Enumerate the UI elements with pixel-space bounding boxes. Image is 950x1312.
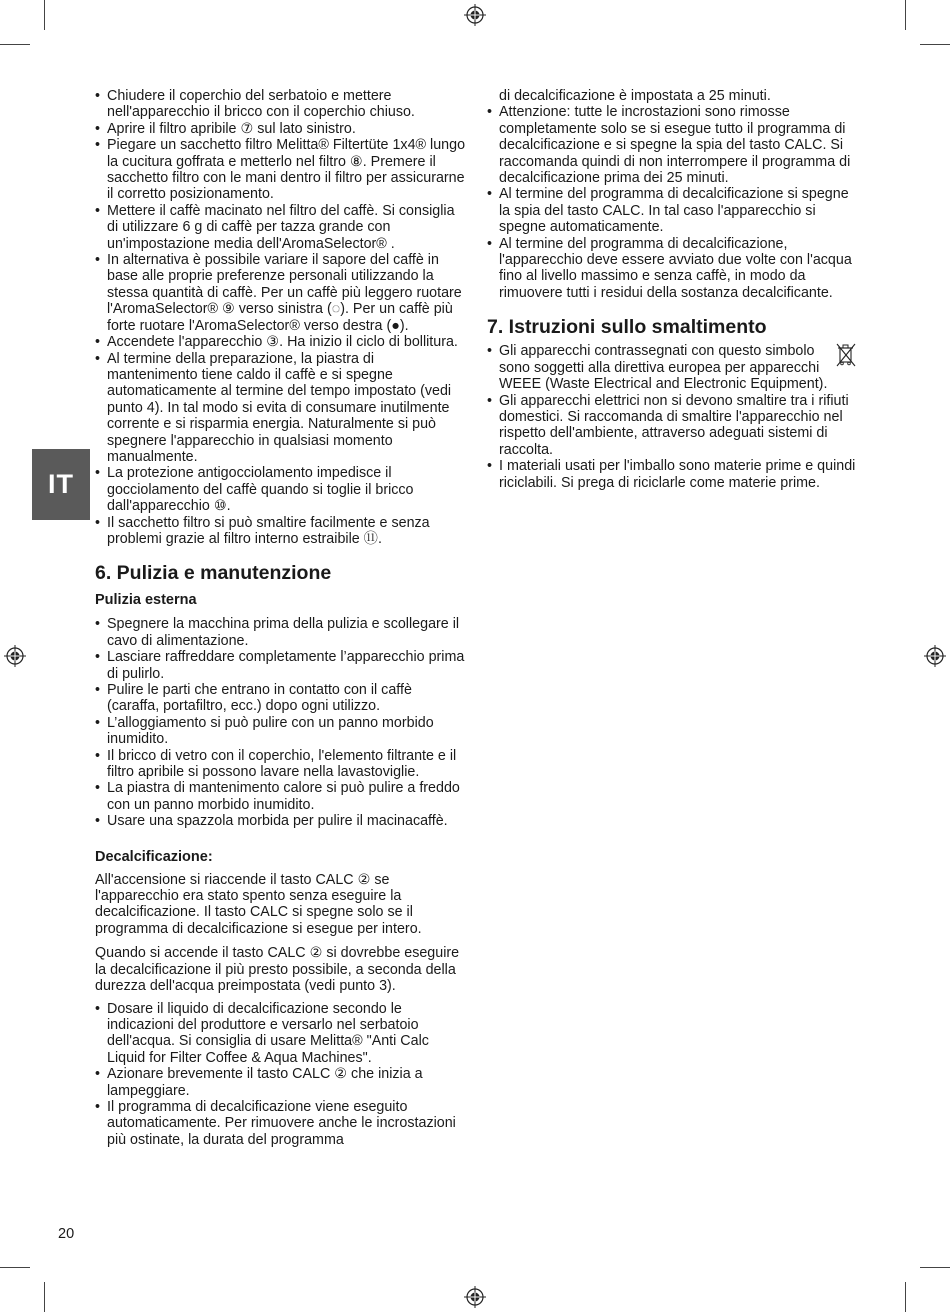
crop-mark [905,0,906,30]
crop-mark [0,44,30,45]
crop-mark [44,0,45,30]
list-item: • Il programma di decalcificazione viene eseguito automaticamente. Per rimuovere anche le incrostazioni più ostinate, la durata del programma [95,1099,465,1148]
external-cleaning-title: Pulizia esterna [95,592,197,609]
crop-mark [920,1267,950,1268]
list-item: • La piastra di mantenimento calore si può pulire a freddo con un panno morbido inumidito. [95,780,465,813]
crop-mark [920,44,950,45]
disposal-item-text: Gli apparecchi contrassegnati con questo simbolo sono soggetti alla direttiva europea per apparecchi WEEE (Waste Electrical and Electronic Equipment). [499,343,828,393]
list-item: • Chiudere il coperchio del serbatoio e mettere nell'apparecchio il bricco con il coperchio chiuso. [95,88,465,121]
list-item: • Il sacchetto filtro si può smaltire facilmente e senza problemi grazie al filtro interno estraibile ⑪. [95,515,465,548]
continuation-text: di decalcificazione è impostata a 25 minuti. [499,88,771,104]
list-item: • L’alloggiamento si può pulire con un panno morbido inumidito. [95,715,465,748]
list-item: • Pulire le parti che entrano in contatto con il caffè (caraffa, portafiltro, ecc.) dopo ogni utilizzo. [95,682,465,715]
crop-mark [905,1282,906,1312]
descaling-paragraph: All'accensione si riaccende il tasto CALC ② se l'apparecchio era stato spento senza eseguire la decalcificazione. Il tasto CALC si spegne solo se il programma di decalcificazione si esegue per intero. [95,871,422,937]
left-column [95,88,465,1148]
list-item: • Lasciare raffreddare completamente l’apparecchio prima di pulirlo. [95,649,465,682]
disposal-list [487,343,859,491]
crop-mark [0,1267,30,1268]
list-item: • Il bricco di vetro con il coperchio, l'elemento filtrante e il filtro apribile si possono lavare nella lavastoviglie. [95,748,465,781]
list-item: • Spegnere la macchina prima della pulizia e scollegare il cavo di alimentazione. [95,616,465,649]
list-item: • Azionare brevemente il tasto CALC ② che inizia a lampeggiare. [95,1066,465,1099]
crop-mark [44,1282,45,1312]
section-6-title: 6. Pulizia e manutenzione [95,562,332,585]
list-item: • Attenzione: tutte le incrostazioni sono rimosse completamente solo se si esegue tutto il programma di decalcificazione e si spegne la spia del tasto CALC. Si raccomanda quindi di non interrompere il programma di decalcificazione prima dei 25 minuti. [487,104,859,186]
list-item: • I materiali usati per l'imballo sono materie prime e quindi riciclabili. Si prega di riciclarle come materie prime. [487,458,859,491]
list-item: • In alternativa è possibile variare il sapore del caffè in base alle proprie preferenze personali utilizzando la stessa quantità di caffè. Per un caffè più leggero ruotare l'AromaSelector® ⑨ verso sinistra (◌). Per un caffè più forte ruotare l'AromaSelector® verso destra (●). [95,252,465,334]
page-number: 20 [58,1226,75,1242]
intro-steps-list [95,88,465,547]
list-item: • La protezione antigocciolamento impedisce il gocciolamento del caffè quando si toglie il bricco dall'apparecchio ⑩. [95,465,465,514]
descaling-steps-list [95,1001,465,1149]
list-item: • Mettere il caffè macinato nel filtro del caffè. Si consiglia di utilizzare 6 g di caffè per tazza grande con un'impostazione media dell'AromaSelector® . [95,203,465,252]
descaling-paragraph: Quando si accende il tasto CALC ② si dovrebbe eseguire la decalcificazione il più presto possibile, a seconda della durezza dell'acqua preimpostata (vedi punto 3). [95,945,460,995]
list-item: • Dosare il liquido di decalcificazione secondo le indicazioni del produttore e versarlo nel serbatoio dell'acqua. Si consiglia di usare Melitta® "Anti Calc Liquid for Filter Coffee & Aqua Machines". [95,1001,465,1067]
list-item: • Gli apparecchi elettrici non si devono smaltire tra i rifiuti domestici. Si raccomanda di smaltire l'apparecchio nel rispetto dell'ambiente, attraverso adeguati sistemi di raccolta. [487,393,859,459]
list-item: • Accendete l'apparecchio ③. Ha inizio il ciclo di bollitura. [95,334,465,350]
external-cleaning-list [95,616,465,829]
list-item: • Al termine del programma di decalcificazione si spegne la spia del tasto CALC. In tal caso l'apparecchio si spegne automaticamente. [487,186,859,235]
language-tab: IT [32,449,90,520]
list-item: • Al termine della preparazione, la piastra di mantenimento tiene caldo il caffè e si spegne automaticamente al termine del tempo impostato (vedi punto 4). In tal modo si evita di consumare inutilmente corrente e si risparmia energia. Naturalmente si può spegnere l'apparecchio in qualsiasi momento manualmente. [95,351,465,466]
registration-mark-icon [464,1286,486,1308]
descaling-title: Decalcificazione: [95,848,213,865]
list-item: • Piegare un sacchetto filtro Melitta® Filtertüte 1x4® lungo la cucitura goffrata e metterlo nel filtro ⑧. Premere il sacchetto filtro con le mani dentro il filtro per assicurarne il corretto posizionamento. [95,137,465,203]
right-column [487,88,859,491]
weee-bin-icon [835,343,857,367]
list-item [487,343,859,392]
descaling-notes-list [487,104,859,301]
list-item: • Usare una spazzola morbida per pulire il macinacaffè. [95,813,465,829]
registration-mark-icon [4,645,26,667]
registration-mark-icon [924,645,946,667]
list-item: • Al termine del programma di decalcificazione, l'apparecchio deve essere avviato due volte con l'acqua fino al livello massimo e senza caffè, in modo da rimuovere tutti i residui della sostanza decalcificante. [487,236,859,302]
section-7-title: 7. Istruzioni sullo smaltimento [487,316,767,339]
list-item: • Aprire il filtro apribile ⑦ sul lato sinistro. [95,121,465,137]
registration-mark-icon [464,4,486,26]
